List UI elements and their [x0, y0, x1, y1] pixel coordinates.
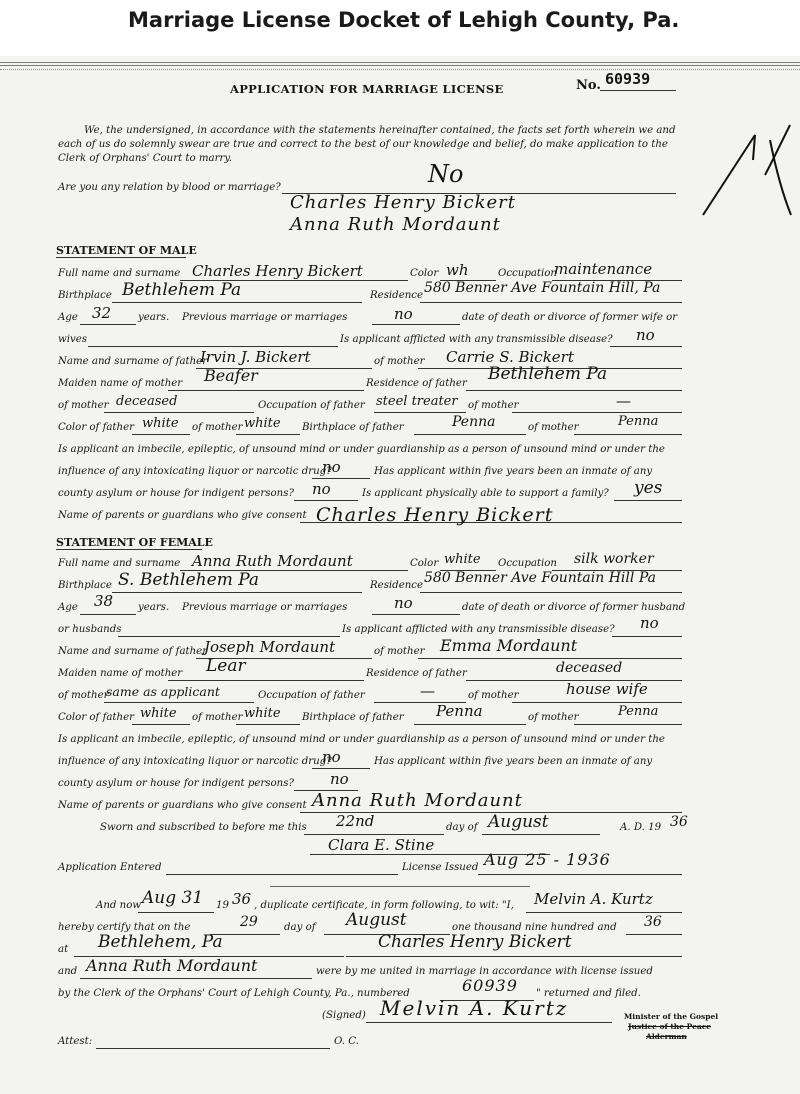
male-mother-residence: deceased [116, 394, 178, 409]
male-color: wh [446, 261, 469, 279]
female-imbecile-answer: no [322, 748, 341, 766]
label: Has applicant within five years been an inmate of any [374, 756, 653, 767]
female-previous: no [394, 594, 413, 612]
female-mother-color: white [244, 706, 281, 721]
label: county asylum or house for indigent persons? [58, 778, 294, 789]
female-father-occupation: — [420, 682, 435, 700]
label: date of death or divorce of former wife or [462, 312, 678, 323]
label: of mother [192, 712, 243, 723]
label: Maiden name of mother [58, 668, 183, 679]
underline [96, 1048, 330, 1049]
underline [414, 434, 526, 435]
female-signature-top: Anna Ruth Mordaunt [290, 214, 501, 235]
underline [112, 592, 362, 593]
label: by the Clerk of the Orphans' Court of Lehigh County, Pa., numbered [58, 988, 410, 999]
return-date: Aug 31 [142, 888, 204, 908]
underline [372, 324, 460, 325]
male-father-birthplace: Penna [452, 414, 496, 430]
label: Birthplace [58, 580, 112, 591]
groom-name: Charles Henry Bickert [378, 932, 572, 952]
male-disease: no [636, 326, 655, 344]
label: of mother [528, 712, 579, 723]
label: Residence of father [366, 378, 467, 389]
label: were by me united in marriage in accordance with license issued [316, 966, 653, 977]
label: Color of father [58, 422, 134, 433]
intro-paragraph: We, the undersigned, in accordance with the statements hereinafter contained, the facts set forth wherein we and each of us do solemnly swear are true and correct to the best of our knowledge and belief, do make application to the Clerk of Orphans' Court to marry. [58, 125, 676, 164]
label: Birthplace of father [302, 712, 404, 723]
label: of mother [58, 400, 109, 411]
label: Residence of father [366, 668, 467, 679]
label: Name of parents or guardians who give consent [58, 800, 307, 811]
underline [512, 702, 682, 703]
return-year: 36 [232, 890, 252, 908]
male-mother-color: white [244, 416, 281, 431]
underline [166, 874, 398, 875]
label: Has applicant within five years been an inmate of any [374, 466, 653, 477]
female-asylum-answer: no [330, 770, 349, 788]
label: wives [58, 334, 87, 345]
female-section-header: STATEMENT OF FEMALE [56, 536, 213, 549]
label: Color of father [58, 712, 134, 723]
rule [0, 69, 800, 70]
label: day of [446, 822, 478, 833]
label: hereby certify that on the [58, 922, 191, 933]
underline [168, 680, 364, 681]
label: of mother [374, 646, 425, 657]
female-mother-residence: same as applicant [106, 684, 220, 699]
divider [270, 886, 530, 887]
rule [0, 62, 800, 63]
label: of mother [374, 356, 425, 367]
underline [512, 412, 682, 413]
female-mother-maiden: Lear [206, 656, 246, 676]
underline [420, 592, 682, 593]
underline [372, 614, 460, 615]
female-color: white [444, 552, 481, 567]
female-full-name: Anna Ruth Mordaunt [192, 552, 353, 570]
label: Name and surname of father [58, 646, 208, 657]
underline [56, 549, 202, 550]
relation-answer: No [428, 160, 464, 188]
label: Previous marriage or marriages [182, 312, 348, 323]
underline [104, 702, 254, 703]
sworn-year: 36 [670, 814, 688, 830]
male-mother-occupation: — [616, 392, 631, 410]
female-father-name: Joseph Mordaunt [204, 638, 336, 656]
male-age: 32 [92, 304, 112, 322]
sworn-day: 22nd [336, 812, 375, 830]
underline [132, 724, 190, 725]
number-label: No. [576, 78, 601, 93]
rule [0, 65, 800, 66]
male-imbecile-answer: no [322, 458, 341, 476]
relation-question: Are you any relation by blood or marriage? [58, 182, 281, 193]
label: " returned and filed. [536, 988, 641, 999]
label: Is applicant physically able to support a family? [362, 488, 609, 499]
label: (Signed) [322, 1010, 366, 1021]
license-issued-date: Aug 25 - 1936 [484, 850, 611, 869]
label: influence of any intoxicating liquor or narcotic drug? [58, 466, 332, 477]
male-full-name: Charles Henry Bickert [192, 262, 363, 280]
clerk-signature: Clara E. Stine [328, 836, 435, 854]
label: Birthplace [58, 290, 112, 301]
female-mother-name: Emma Mordaunt [440, 636, 578, 655]
label: years. [138, 602, 170, 613]
male-mother-maiden: Beafer [204, 366, 258, 385]
male-father-color: white [142, 416, 179, 431]
underline [478, 874, 682, 875]
underline [610, 346, 682, 347]
label: , duplicate certificate, in form following, to wit: "I, [254, 900, 514, 911]
underline [574, 434, 682, 435]
minister-signature: Melvin A. Kurtz [380, 996, 569, 1020]
underline [418, 658, 682, 659]
female-father-residence: deceased [556, 660, 623, 676]
underline [312, 768, 370, 769]
female-mother-birthplace: Penna [618, 704, 659, 719]
sworn-month: August [488, 812, 549, 832]
label: at [58, 944, 69, 955]
male-previous: no [394, 305, 413, 323]
underline [366, 1022, 612, 1023]
label: and [58, 966, 78, 977]
female-residence: 580 Benner Ave Fountain Hill Pa [424, 570, 656, 586]
underline [80, 324, 136, 325]
label: Occupation of father [258, 690, 365, 701]
male-father-name: Irvin J. Bickert [200, 348, 311, 366]
justice-label: Justice of the Peace [628, 1022, 712, 1031]
underline [482, 834, 600, 835]
alderman-label: Alderman [646, 1032, 687, 1041]
female-father-color: white [140, 706, 177, 721]
underline [600, 90, 676, 91]
label: Birthplace of father [302, 422, 404, 433]
label: A. D. 19 [620, 822, 662, 833]
docket-title: Marriage License Docket of Lehigh County, Pa. [128, 8, 680, 32]
underline [80, 978, 312, 979]
underline [414, 724, 526, 725]
label: Residence [370, 580, 424, 591]
label: or husbands [58, 624, 122, 635]
underline [132, 434, 190, 435]
underline [118, 636, 340, 637]
label: day of [284, 922, 316, 933]
male-father-residence: Bethlehem Pa [488, 364, 608, 384]
underline [614, 500, 682, 501]
male-father-occupation: steel treater [376, 394, 458, 409]
marriage-day: 29 [240, 914, 258, 930]
label: one thousand nine hundred and [452, 922, 617, 933]
numbered-value: 60939 [462, 976, 518, 995]
marriage-year: 36 [644, 914, 662, 930]
underline [56, 257, 186, 258]
label: Attest: [58, 1036, 93, 1047]
label: Is applicant afflicted with any transmissible disease? [340, 334, 613, 345]
female-mother-occupation: house wife [566, 680, 648, 698]
label: Occupation of father [258, 400, 365, 411]
label: Application Entered [58, 862, 162, 873]
marriage-month: August [346, 910, 407, 930]
underline [420, 302, 682, 303]
label: Full name and surname [58, 558, 181, 569]
label: Maiden name of mother [58, 378, 183, 389]
label: Name of parents or guardians who give consent [58, 510, 307, 521]
license-number: 60939 [605, 70, 651, 88]
label: License Issued [402, 862, 479, 873]
male-occupation: maintenance [554, 260, 653, 278]
male-section-header: STATEMENT OF MALE [56, 244, 197, 257]
male-support-answer: yes [634, 478, 663, 498]
underline [304, 834, 444, 835]
label: of mother [468, 690, 519, 701]
label: Age [58, 602, 78, 613]
label: county asylum or house for indigent persons? [58, 488, 294, 499]
underline [236, 434, 300, 435]
label: of mother [468, 400, 519, 411]
underline [312, 478, 370, 479]
underline [346, 956, 682, 957]
male-consent-signature: Charles Henry Bickert [316, 504, 554, 526]
label: Occupation [498, 268, 557, 279]
male-asylum-answer: no [312, 480, 331, 498]
female-consent-signature: Anna Ruth Mordaunt [312, 790, 523, 811]
label: Is applicant an imbecile, epileptic, of unsound mind or under guardianship as a person of unsound mind or under the [58, 734, 665, 745]
label: Previous marriage or marriages [182, 602, 348, 613]
label: Occupation [498, 558, 557, 569]
label: Is applicant afflicted with any transmissible disease? [342, 624, 615, 635]
label: Name and surname of father [58, 356, 208, 367]
underline [80, 614, 136, 615]
underline [104, 412, 254, 413]
underline [574, 724, 682, 725]
label: of mother [528, 422, 579, 433]
male-birthplace: Bethlehem Pa [122, 280, 242, 300]
label: Residence [370, 290, 424, 301]
male-residence: 580 Benner Ave Fountain Hill, Pa [424, 280, 661, 296]
underline [88, 346, 338, 347]
minister-label: Minister of the Gospel [624, 1012, 719, 1021]
female-age: 38 [94, 592, 114, 610]
label: Is applicant an imbecile, epileptic, of unsound mind or under guardianship as a person of unsound mind or under the [58, 444, 665, 455]
underline [138, 912, 214, 913]
label: Age [58, 312, 78, 323]
underline [168, 390, 364, 391]
label: And now [96, 900, 142, 911]
underline [112, 302, 362, 303]
label: influence of any intoxicating liquor or narcotic drug? [58, 756, 332, 767]
underline [294, 500, 358, 501]
female-disease: no [640, 614, 659, 632]
underline [236, 724, 300, 725]
female-birthplace: S. Bethlehem Pa [118, 570, 260, 590]
label: O. C. [334, 1036, 359, 1047]
label: Sworn and subscribed to before me this [100, 822, 307, 833]
label: Color [410, 268, 439, 279]
underline [526, 912, 682, 913]
male-signature-top: Charles Henry Bickert [290, 192, 516, 213]
underline [374, 412, 466, 413]
label: 19 [216, 900, 229, 911]
label: of mother [58, 690, 109, 701]
female-occupation: silk worker [574, 551, 654, 567]
female-father-birthplace: Penna [436, 702, 483, 720]
label: Full name and surname [58, 268, 181, 279]
male-mother-birthplace: Penna [618, 414, 659, 429]
marriage-place: Bethlehem, Pa [98, 932, 223, 952]
label: years. [138, 312, 170, 323]
minister-name: Melvin A. Kurtz [534, 890, 653, 908]
form-heading: APPLICATION FOR MARRIAGE LICENSE [230, 82, 504, 96]
label: Color [410, 558, 439, 569]
cross-mark [695, 120, 800, 220]
male-mother-name: Carrie S. Bickert [446, 348, 574, 366]
underline [626, 934, 682, 935]
underline [466, 390, 682, 391]
label: of mother [192, 422, 243, 433]
label: date of death or divorce of former husband [462, 602, 686, 613]
bride-name: Anna Ruth Mordaunt [86, 956, 258, 975]
underline [612, 636, 682, 637]
